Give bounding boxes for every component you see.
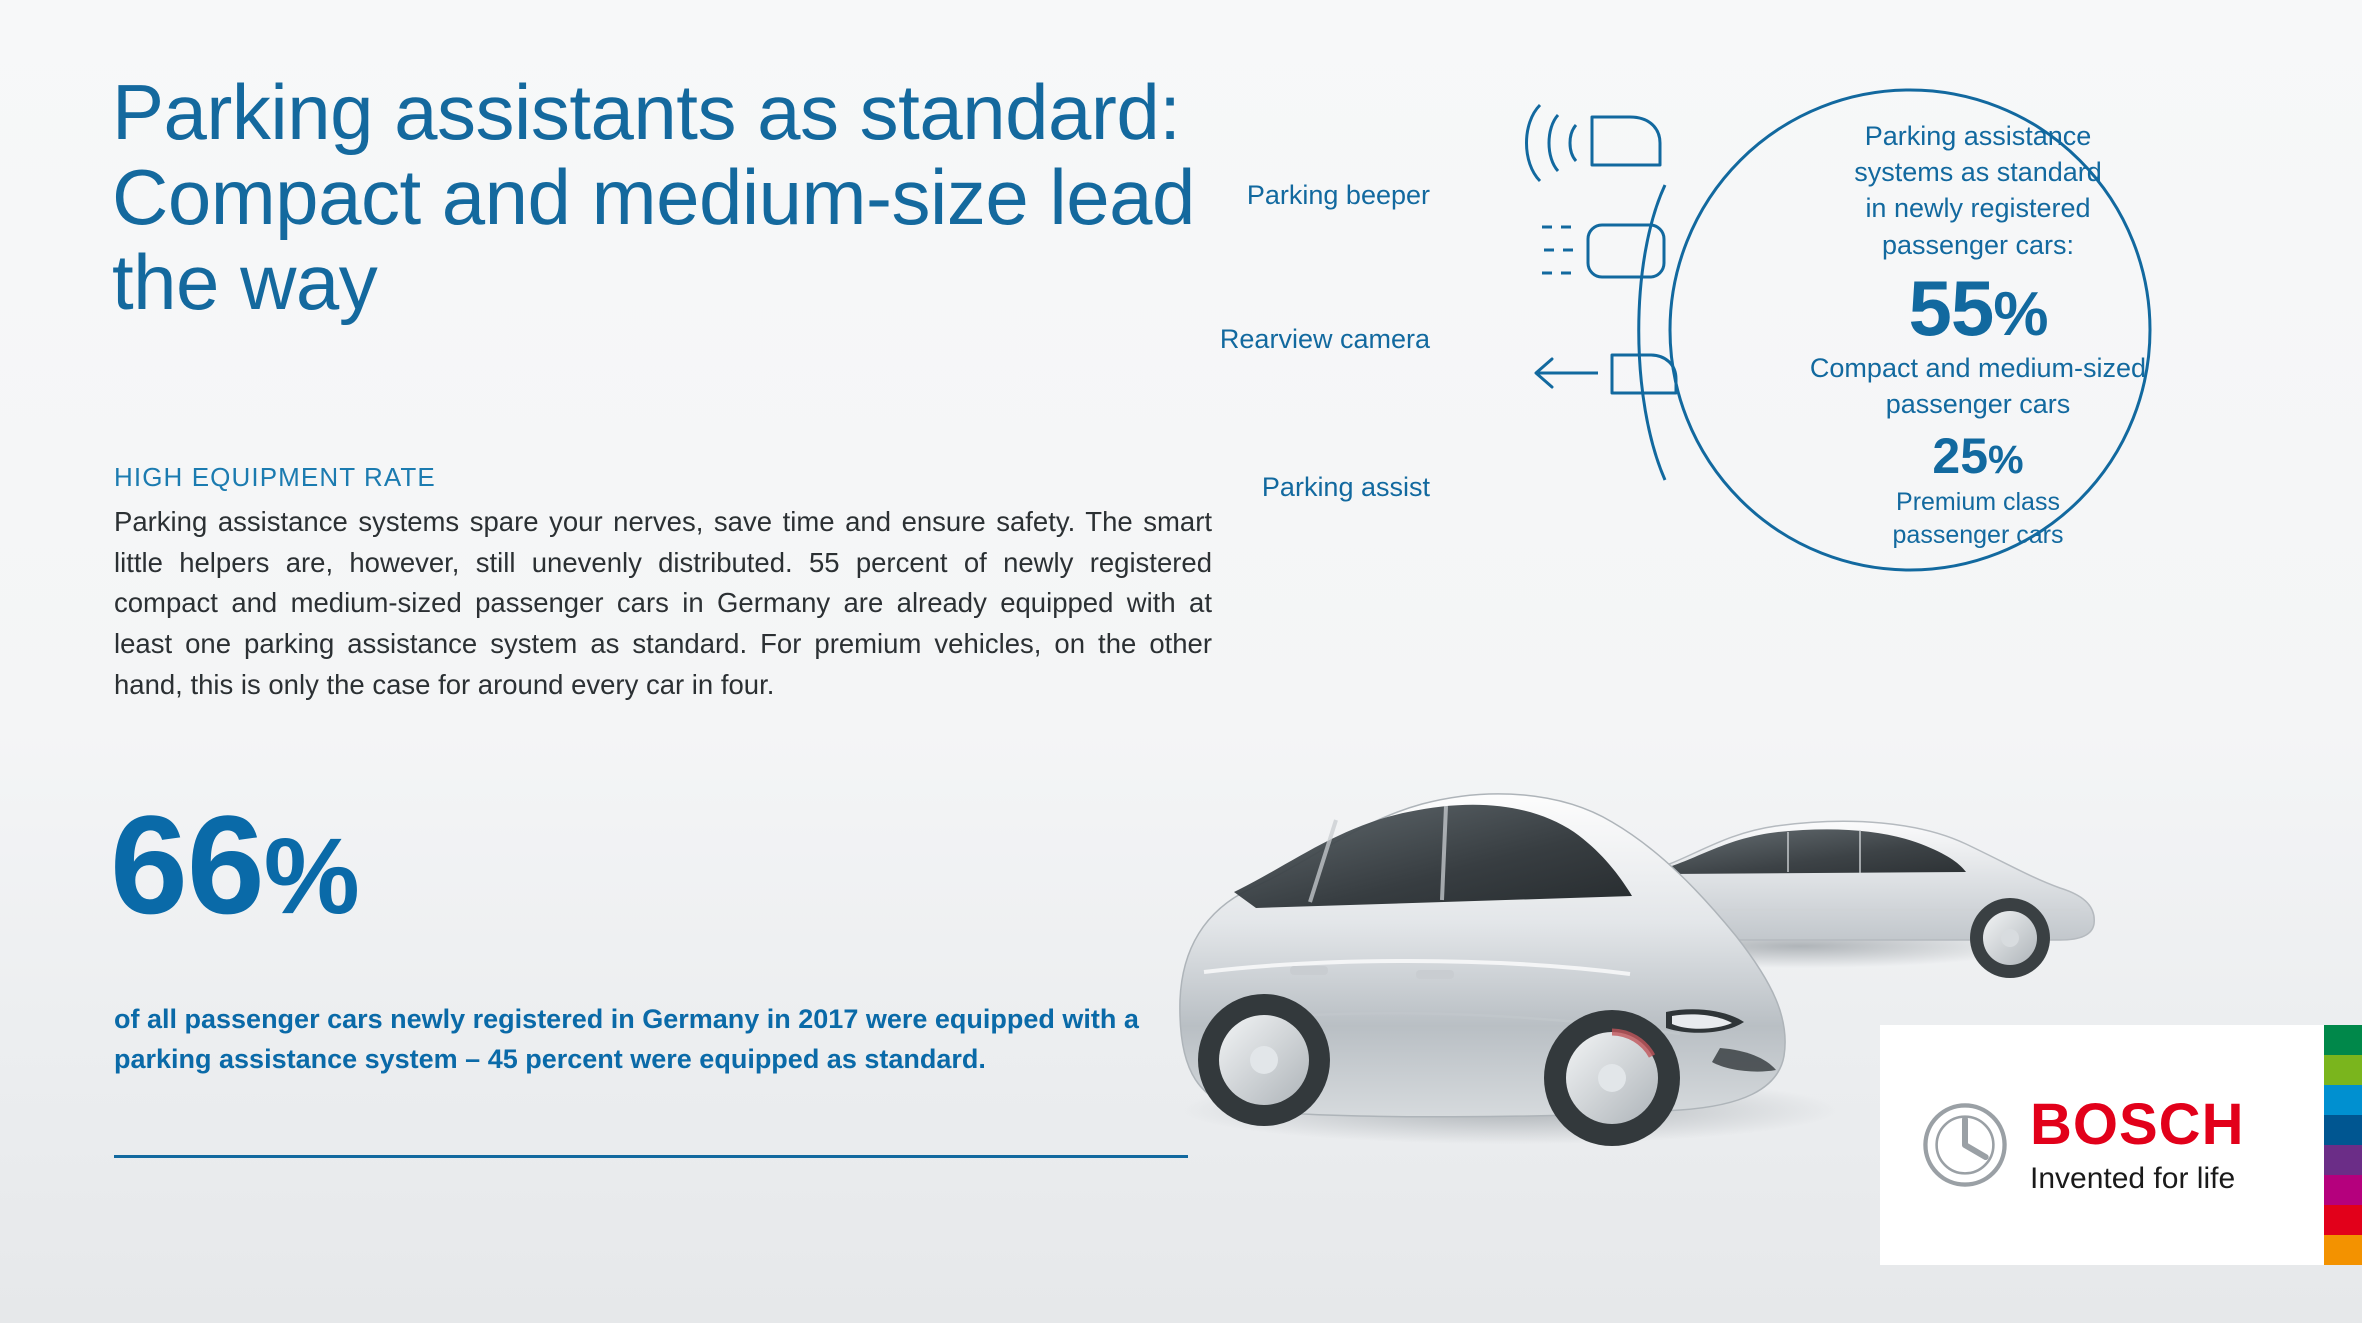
parking-beeper-icon (1527, 105, 1661, 181)
bosch-supergraphic (2324, 1025, 2362, 1265)
circle-intro-line-2: systems as standard (1854, 157, 2102, 188)
circle-statistics (1778, 118, 2178, 552)
page-title: Parking assistants as standard: Compact and medium-size lead the way (112, 68, 1195, 327)
headline-statistic-unit: % (263, 815, 359, 936)
circle-stat-2-value: 25 (1932, 427, 1989, 484)
circle-stat-1-unit: % (1993, 279, 2048, 349)
section-subhead: HIGH EQUIPMENT RATE (114, 462, 436, 492)
label-parking-beeper: Parking beeper (1246, 180, 1430, 210)
label-rearview-camera: Rearview camera (1219, 324, 1430, 354)
parking-assist-icon (1536, 355, 1676, 393)
headline-statistic-caption: of all passenger cars newly registered in Germany in 2017 were equipped with a parking assistance system – 45 percent were equipped as standard. (114, 1004, 1139, 1074)
front-car-wheel-front (1544, 1010, 1680, 1146)
circle-intro-line-3: in newly registered (1865, 193, 2091, 224)
bosch-wordmark: BOSCH (2030, 1092, 2245, 1157)
circle-stat-2-caption-line-1: Premium class (1896, 487, 2060, 516)
bosch-claim: Invented for life (2030, 1162, 2236, 1195)
headline-statistic-value: 66 (110, 786, 264, 943)
circle-stat-2-unit: % (1988, 437, 2024, 482)
circle-stat-1 (1778, 263, 2178, 352)
headline-statistic (110, 786, 359, 943)
body-copy: Parking assistance systems spare your nerves, save time and ensure safety. The smart little helpers are, however, still unevenly distributed. 55 percent of newly registered compact and medium-sized passenger cars in Germany are already equipped with at least one parking assistance system as standard. For premium vehicles, on the other hand, this is only the case for around every car in four. (114, 506, 1212, 700)
circle-stat-2 (1778, 429, 2178, 484)
bosch-anchor-icon (1922, 1102, 2008, 1188)
label-parking-assist: Parking assist (1261, 472, 1430, 502)
divider-rule (114, 1155, 1188, 1158)
circle-stat-2-caption-line-2: passenger cars (1892, 520, 2064, 549)
bosch-logo (1880, 1025, 2362, 1265)
circle-intro-line-1: Parking assistance (1864, 121, 2092, 151)
circle-stat-1-caption-line-2: passenger cars (1885, 388, 2071, 419)
circle-stat-1-value: 55 (1908, 263, 1994, 352)
front-car (1180, 794, 1785, 1146)
circle-intro-line-4: passenger cars: (1881, 229, 2075, 260)
front-car-wheel-rear (1198, 994, 1330, 1126)
bosch-wordmark-group (2030, 1092, 2245, 1195)
circle-stat-1-caption-line-1: Compact and medium-sized (1809, 353, 2147, 384)
